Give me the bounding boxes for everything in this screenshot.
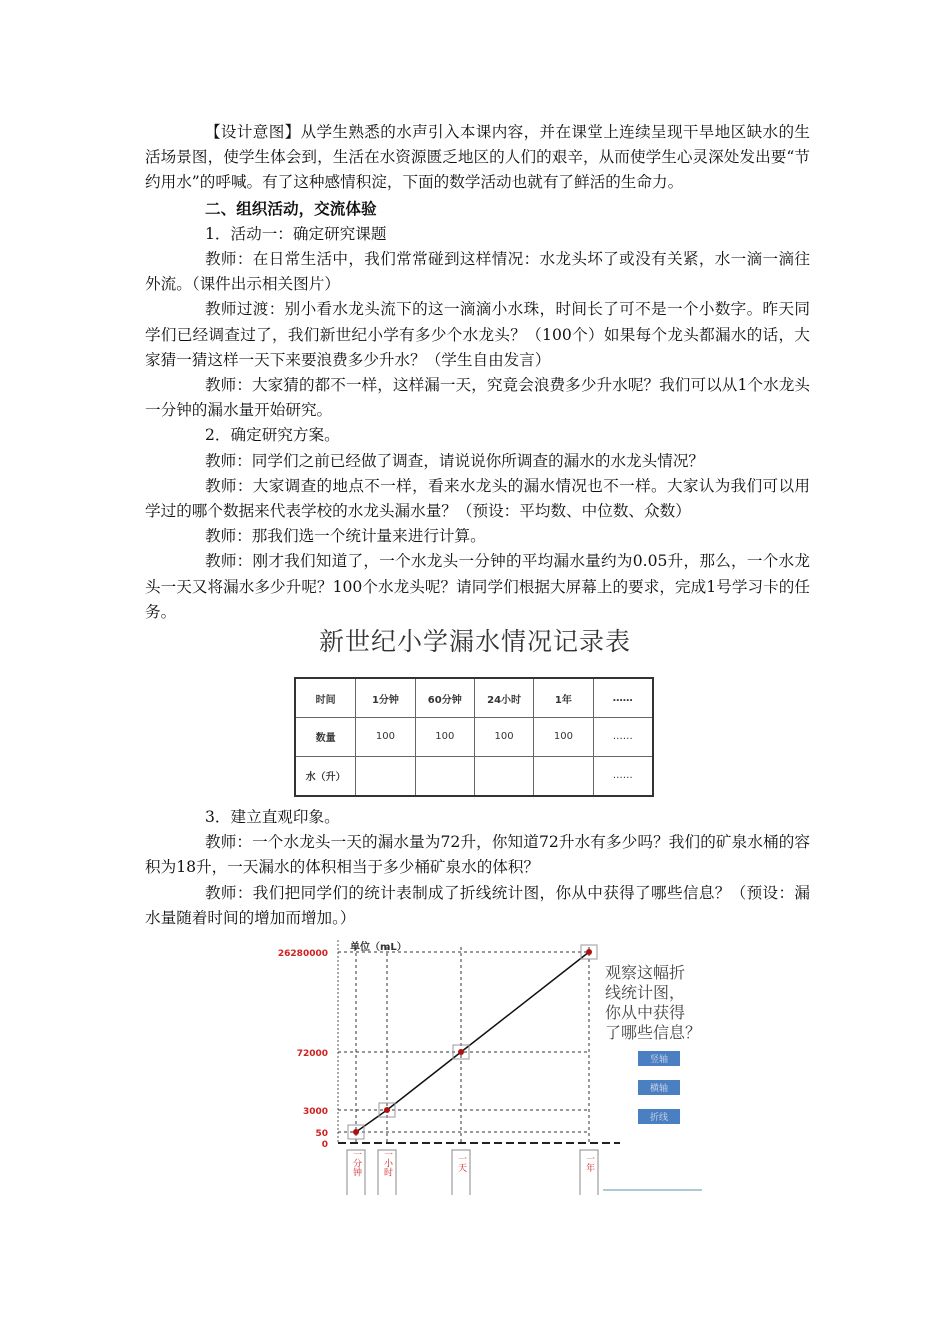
chart-button-label: 竖轴 [649, 1055, 669, 1065]
paragraph-text: 教师：一个水龙头一天的漏水量为72升，你知道72升水有多少吗？我们的矿泉水桶的容积为18升，一天漏水的体积相当于多少桶矿泉水的体积？ [145, 833, 810, 877]
table-cell: 数量 [295, 718, 356, 757]
data-point [586, 949, 592, 955]
table-cell: 水（升） [295, 756, 356, 796]
table-cell [534, 756, 593, 796]
paragraph [145, 524, 810, 549]
chart-button-label: 横轴 [649, 1084, 669, 1094]
x-category-label: 一天 [456, 1154, 466, 1172]
paragraph-text: 教师：大家调查的地点不一样，看来水龙头的漏水情况也不一样。大家认为我们可以用学过的哪个数据来代表学校的水龙头漏水量？（预设：平均数、中位数、众数） [145, 476, 810, 521]
paragraph [145, 423, 810, 448]
y-tick-label: 3000 [302, 1107, 328, 1117]
paragraph-text: 教师：在日常生活中，我们常常碰到这样情况：水龙头坏了或没有关紧，水一滴一滴往外流。（课件出示相关图片） [145, 250, 810, 294]
section-heading [145, 196, 810, 222]
table-row [295, 678, 653, 718]
y-tick-label: 26280000 [277, 949, 328, 959]
text-block-bottom [145, 805, 810, 931]
prompt-line: 你从中获得 [605, 1003, 686, 1022]
paragraph [145, 247, 810, 297]
prompt-line: 了哪些信息？ [605, 1023, 702, 1042]
paragraph-lead: 【设计意图】 [205, 123, 301, 141]
y-tick-label: 50 [315, 1129, 328, 1139]
table-cell: 1年 [534, 678, 593, 718]
paragraph [145, 881, 810, 931]
line-chart [270, 935, 710, 1195]
paragraph-text: 教师：那我们选一个统计量来进行计算。 [205, 527, 486, 546]
paragraph [145, 830, 810, 880]
text-block-top [145, 120, 810, 625]
paragraph [145, 549, 810, 625]
chart-button-label: 折线 [649, 1113, 669, 1123]
data-point [353, 1129, 359, 1135]
paragraph [145, 222, 810, 247]
table-row [295, 756, 653, 796]
prompt-line: 线统计图， [605, 983, 686, 1002]
table-cell [474, 756, 533, 796]
table-cell: …… [593, 678, 653, 718]
paragraph [145, 474, 810, 524]
table-cell: 1分钟 [356, 678, 415, 718]
table-cell: 100 [474, 718, 533, 757]
y-tick-label: 0 [321, 1140, 328, 1150]
paragraph [145, 449, 810, 474]
table-cell: …… [593, 756, 653, 796]
record-table [294, 677, 654, 797]
paragraph-text: 教师过渡：别小看水龙头流下的这一滴滴小水珠，时间长了可不是一个小数字。昨天同学们已经调查过了，我们新世纪小学有多少个水龙头？（100个）如果每个龙头都漏水的话，大家猜一猜这样一天下来要浪费多少升水？（学生自由发言） [145, 300, 810, 369]
table-row [295, 718, 653, 757]
paragraph [145, 120, 810, 196]
paragraph-text: 3．建立直观印象。 [205, 808, 340, 826]
table-cell: 100 [415, 718, 474, 757]
y-axis-label: 单位（mL） [350, 942, 407, 953]
x-category-label: 一年 [584, 1154, 594, 1172]
table-cell: 100 [356, 718, 415, 757]
table-cell: 时间 [295, 678, 356, 718]
table-cell: …… [593, 718, 653, 757]
y-tick-label: 72000 [296, 1049, 328, 1059]
paragraph-text: 从学生熟悉的水声引入本课内容，并在课堂上连续呈现干旱地区缺水的生活场景图，使学生体会到，生活在水资源匮乏地区的人们的艰辛，从而使学生心灵深处发出要“节约用水”的呼喊。有了这种感情积淀，下面的数学活动也就有了鲜活的生命力。 [145, 123, 810, 192]
table-title: 新世纪小学漏水情况记录表 [318, 627, 631, 656]
table-cell [356, 756, 415, 796]
paragraph [145, 373, 810, 423]
prompt-line: 观察这幅折 [605, 963, 686, 982]
table-cell [415, 756, 474, 796]
table-cell: 100 [534, 718, 593, 757]
table-cell: 60分钟 [415, 678, 474, 718]
x-category-label: 一分钟 [351, 1149, 361, 1177]
paragraph-text: 教师：我们把同学们的统计表制成了折线统计图，你从中获得了哪些信息？（预设：漏水量随着时间的增加而增加。） [145, 883, 810, 927]
table-cell: 24小时 [474, 678, 533, 718]
data-line [356, 952, 589, 1132]
heading-text: 二、组织活动，交流体验 [205, 198, 377, 218]
data-point [458, 1049, 464, 1055]
paragraph-text: 教师：大家猜的都不一样，这样漏一天，究竟会浪费多少升水呢？我们可以从1个水龙头一分钟的漏水量开始研究。 [145, 376, 810, 420]
paragraph [145, 297, 810, 373]
paragraph-text: 教师：刚才我们知道了，一个水龙头一分钟的平均漏水量约为0.05升，那么，一个水龙头一天又将漏水多少升呢？100个水龙头呢？请同学们根据大屏幕上的要求，完成1号学习卡的任务。 [145, 552, 810, 621]
paragraph-text: 1．活动一：确定研究课题 [205, 224, 387, 243]
paragraph [145, 805, 810, 830]
paragraph-text: 2．确定研究方案。 [205, 426, 340, 445]
paragraph-text: 教师：同学们之前已经做了调查，请说说你所调查的漏水的水龙头情况？ [205, 451, 705, 470]
x-category-label: 一小时 [382, 1149, 392, 1177]
data-point [384, 1107, 390, 1113]
